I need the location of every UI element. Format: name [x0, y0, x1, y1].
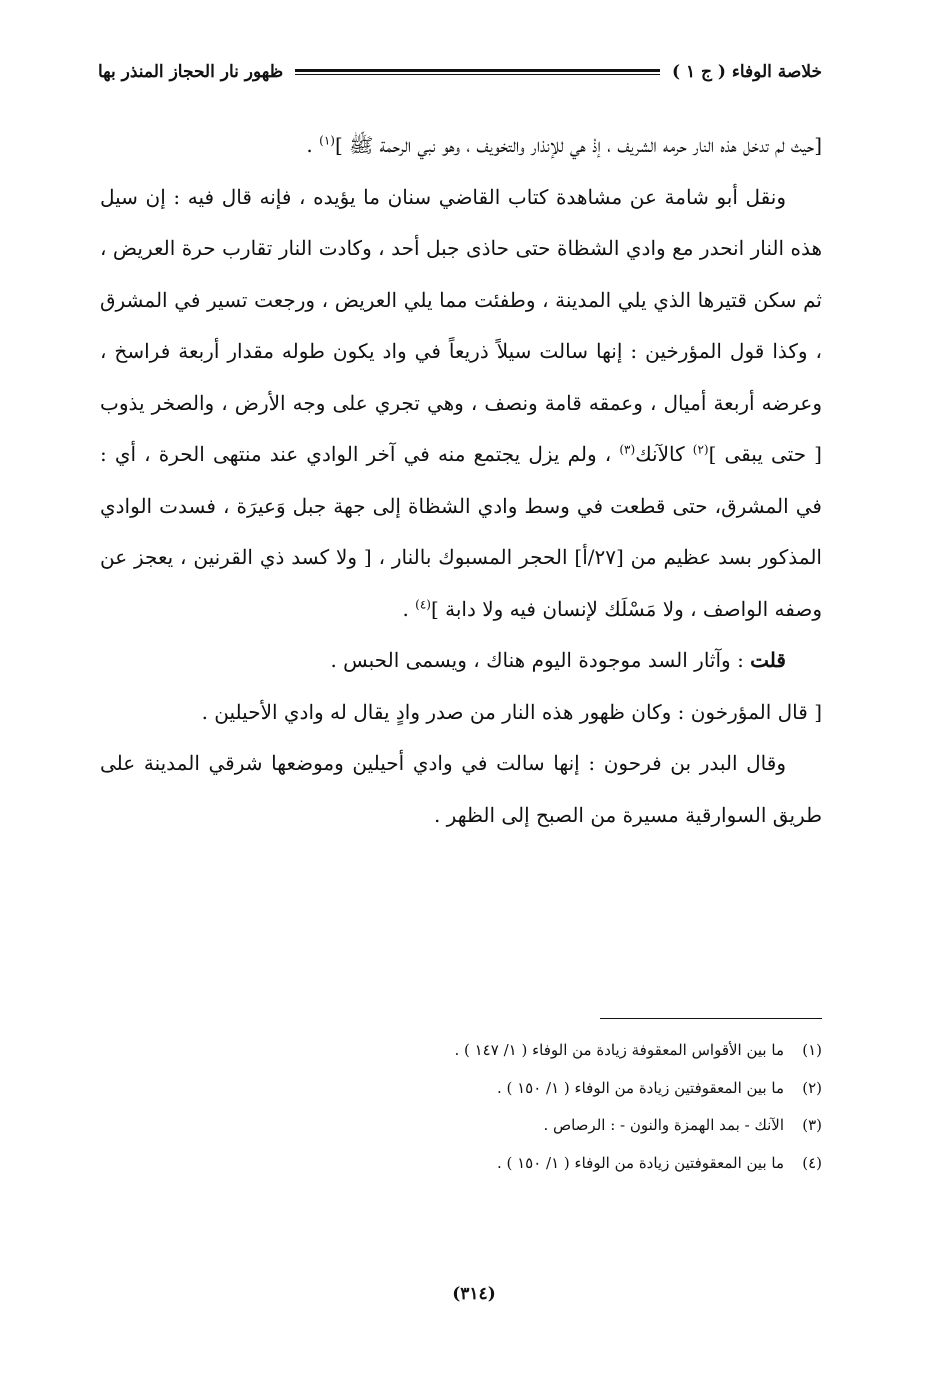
paragraph-5: وقال البدر بن فرحون : إنها سالت في وادي أحيلين وموضعها شرقي المدينة على طريق السوارقية مسيرة من الصبح إلى الظهر .	[100, 751, 822, 827]
footnote-ref-1: (١)	[319, 133, 335, 148]
chapter-title: ظهور نار الحجاز المنذر بها	[98, 62, 284, 82]
footnote-3: (٣) الآنك - بمد الهمزة والنون - : الرصاص .	[543, 1116, 822, 1134]
paragraph-1: [حيث لم تدخل هذه النار حرمه الشريف ، إذْ هي للإنذار والتخويف ، وهو نبي الرحمة ﷺ ]$^{(١)}$ .	[306, 133, 822, 157]
paragraph-4: [ قال المؤرخون : وكان ظهور هذه النار من صدر وادٍ يقال له وادي الأحيلين .	[201, 699, 822, 724]
footnote-4: (٤) ما بين المعقوفتين زيادة من الوفاء ( ١/ ١٥٠ ) .	[496, 1153, 822, 1172]
body-text	[100, 120, 822, 841]
page-number: (٣١٤)	[452, 1284, 496, 1304]
footnote-ref-3: (٣)	[619, 442, 636, 457]
footnote-1: (١) ما بين الأقواس المعقوفة زيادة من الوفاء ( ١/ ١٤٧ ) .	[454, 1041, 822, 1059]
footnote-separator	[600, 1018, 822, 1019]
footnote-ref-4: (٤)	[415, 596, 431, 611]
footnote-ref-2: (٢)	[692, 442, 709, 457]
footnote-2: (٢) ما بين المعقوفتين زيادة من الوفاء ( ١/ ١٥٠ ) .	[496, 1078, 822, 1097]
qultu-label: قلت	[750, 648, 786, 672]
running-header	[98, 52, 822, 92]
paragraph-3: قلت : وآثار السد موجودة اليوم هناك ، ويسمى الحبس .	[330, 648, 786, 672]
footnotes	[100, 1032, 822, 1182]
header-rule	[295, 69, 660, 75]
book-title: خلاصة الوفاء ( ج ١ )	[672, 62, 822, 82]
paragraph-2: ونقل أبو شامة عن مشاهدة كتاب القاضي سنان ما يؤيده ، فإنه قال فيه : إن سيل هذه النار انحدر مع وادي الشظاة حتى حاذى جبل أحد ، وكادت النار تقارب حرة العريض ، ثم سكن قتيرها الذي يلي المدينة ، وطفئت مما يلي العريض ، ورجعت تسير في المشرق ، وكذا قول المؤرخين : إنها سالت سيلاً ذريعاً في واد يكون طوله مقدار أربعة فراسخ ، وعرضه أربعة أميال ، وعمقه قامة ونصف ، وهي تجري على وجه الأرض ، والصخر يذوب [ حتى يبقى ]$^{(٢)}$ كالآنك$^{(٣)}$ ، ولم يزل يجتمع منه في آخر الوادي عند منتهى الحرة ، أي : في المشرق، حتى قطعت في وسط وادي الشظاة إلى جهة جبل وَعيرَة ، فسدت الوادي المذكور بسد عظيم من [٢٧/أ] الحجر المسبوك بالنار ، [ ولا كسد ذي القرنين ، يعجز عن وصفه الواصف ، ولا مَسْلَك لإنسان فيه ولا دابة ]$^{(٤)}$ .	[100, 184, 822, 621]
